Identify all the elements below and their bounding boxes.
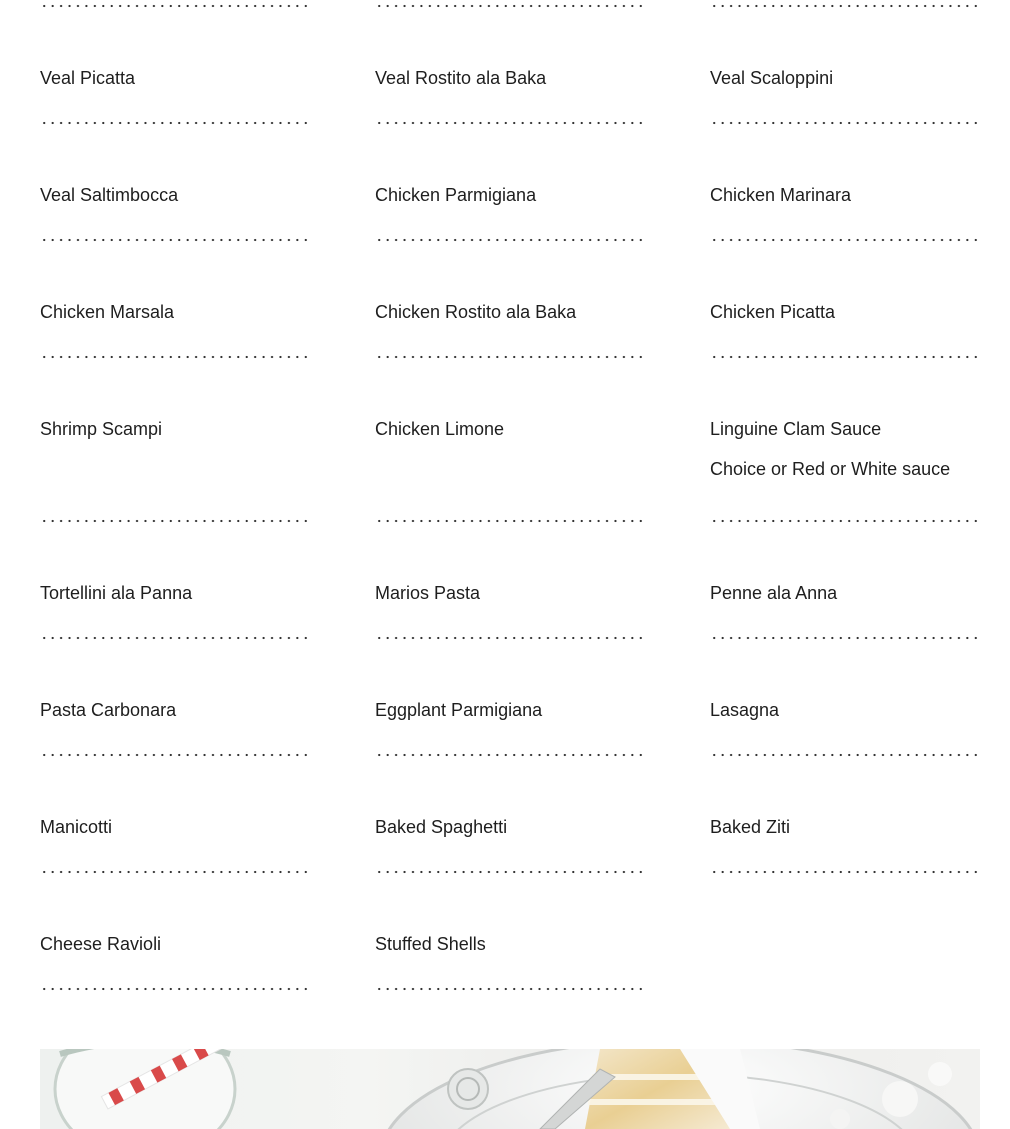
dotted-separator [40, 121, 308, 125]
menu-item-name: Shrimp Scampi [40, 419, 163, 439]
menu-item-name: Eggplant Parmigiana [375, 700, 543, 720]
dotted-separator [710, 636, 978, 640]
menu-item-name: Manicotti [40, 817, 113, 837]
menu-item-name: Marios Pasta [375, 583, 481, 603]
dotted-separator [40, 753, 308, 757]
dotted-separator [375, 987, 643, 991]
dotted-separator [40, 870, 308, 874]
dotted-separator [40, 355, 308, 359]
dotted-separator [40, 4, 308, 8]
menu-item-name: Chicken Rostito ala Baka [375, 302, 577, 322]
menu-item-name: Linguine Clam Sauce [710, 419, 882, 439]
dotted-separator [375, 121, 643, 125]
dotted-separator [710, 753, 978, 757]
menu-item-name: Stuffed Shells [375, 934, 486, 954]
menu-item-name: Cheese Ravioli [40, 934, 162, 954]
dotted-separator [375, 4, 643, 8]
menu-item-name: Chicken Parmigiana [375, 185, 537, 205]
dotted-separator [40, 238, 308, 242]
dotted-separator [710, 238, 978, 242]
menu-item-name: Lasagna [710, 700, 780, 720]
menu-column-2 [375, 0, 645, 1000]
dotted-separator [375, 519, 643, 523]
menu-item-name: Chicken Marsala [40, 302, 175, 322]
dotted-separator [375, 870, 643, 874]
menu-item-name: Pasta Carbonara [40, 700, 177, 720]
menu-column-1 [40, 0, 310, 1000]
menu-column-3 [710, 0, 980, 1000]
dotted-separator [40, 519, 308, 523]
dotted-separator [710, 121, 978, 125]
dotted-separator [375, 753, 643, 757]
menu-item-name: Tortellini ala Panna [40, 583, 193, 603]
dotted-separator [710, 870, 978, 874]
menu-item-name: Chicken Limone [375, 419, 505, 439]
menu-item-name: Baked Ziti [710, 817, 791, 837]
menu-item-name: Chicken Marinara [710, 185, 852, 205]
dotted-separator [40, 636, 308, 640]
menu-item-name: Baked Spaghetti [375, 817, 508, 837]
menu-item-name: Veal Picatta [40, 68, 136, 88]
dotted-separator [710, 355, 978, 359]
menu-item-name: Penne ala Anna [710, 583, 838, 603]
dessert-photo [40, 1049, 980, 1129]
menu-item-name: Veal Scaloppini [710, 68, 834, 88]
dotted-separator [710, 519, 978, 523]
menu-item-description: Choice or Red or White sauce [710, 459, 951, 479]
dotted-separator [375, 238, 643, 242]
dotted-separator [710, 4, 978, 8]
dessert-photo-icon [40, 1049, 980, 1129]
menu-item-name: Veal Saltimbocca [40, 185, 179, 205]
dotted-separator [375, 636, 643, 640]
menu-item-name: Veal Rostito ala Baka [375, 68, 547, 88]
dotted-separator [375, 355, 643, 359]
menu-item-name: Chicken Picatta [710, 302, 836, 322]
dotted-separator [40, 987, 308, 991]
